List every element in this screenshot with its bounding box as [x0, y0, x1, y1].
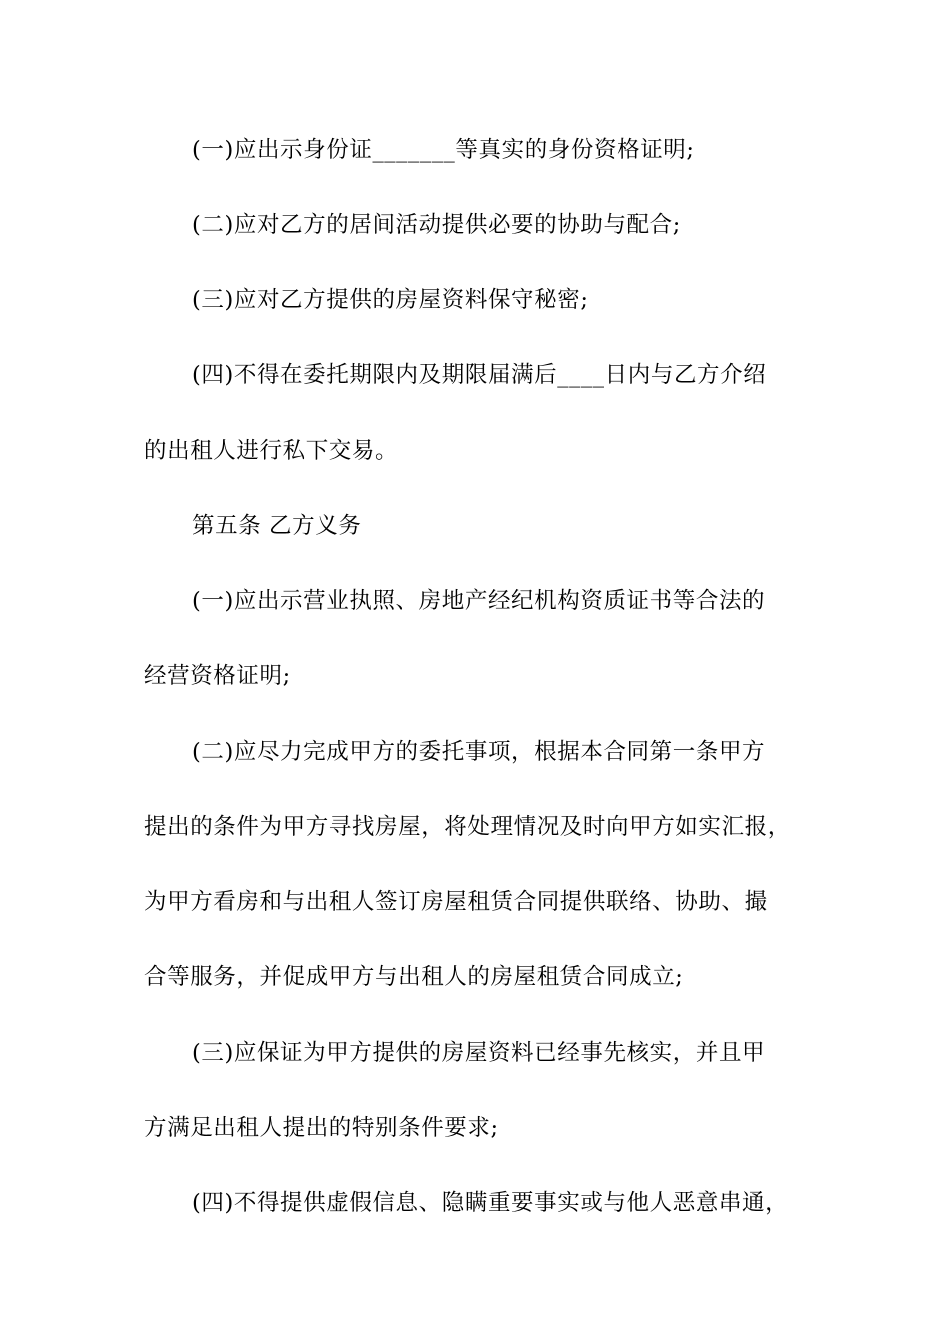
clause-5-item-2-continued: 提出的条件为甲方寻找房屋，将处理情况及时向甲方如实汇报， [144, 814, 791, 840]
clause-5-heading: 第五条 乙方义务 [192, 513, 362, 539]
clause-4-item-4-continued: 的出租人进行私下交易。 [144, 438, 399, 464]
clause-4-item-4: (四)不得在委托期限内及期限届满后____日内与乙方介绍 [192, 362, 767, 388]
clause-5-item-1-continued: 经营资格证明; [144, 663, 291, 689]
clause-5-item-2-continued: 为甲方看房和与出租人签订房屋租赁合同提供联络、协助、撮 [144, 889, 768, 915]
clause-5-item-2: (二)应尽力完成甲方的委托事项，根据本合同第一条甲方 [192, 739, 766, 765]
clause-5-item-2-continued: 合等服务，并促成甲方与出租人的房屋租赁合同成立; [144, 964, 684, 990]
clause-5-item-1: (一)应出示营业执照、房地产经纪机构资质证书等合法的 [192, 588, 766, 614]
clause-4-item-3: (三)应对乙方提供的房屋资料保守秘密; [192, 287, 589, 313]
clause-5-item-3: (三)应保证为甲方提供的房屋资料已经事先核实，并且甲 [192, 1040, 766, 1066]
clause-5-item-4: (四)不得提供虚假信息、隐瞒重要事实或与他人恶意串通， [192, 1190, 789, 1216]
clause-4-item-1: (一)应出示身份证_______等真实的身份资格证明; [192, 137, 695, 163]
clause-4-item-2: (二)应对乙方的居间活动提供必要的协助与配合; [192, 212, 681, 238]
clause-5-item-3-continued: 方满足出租人提出的特别条件要求; [144, 1115, 499, 1141]
